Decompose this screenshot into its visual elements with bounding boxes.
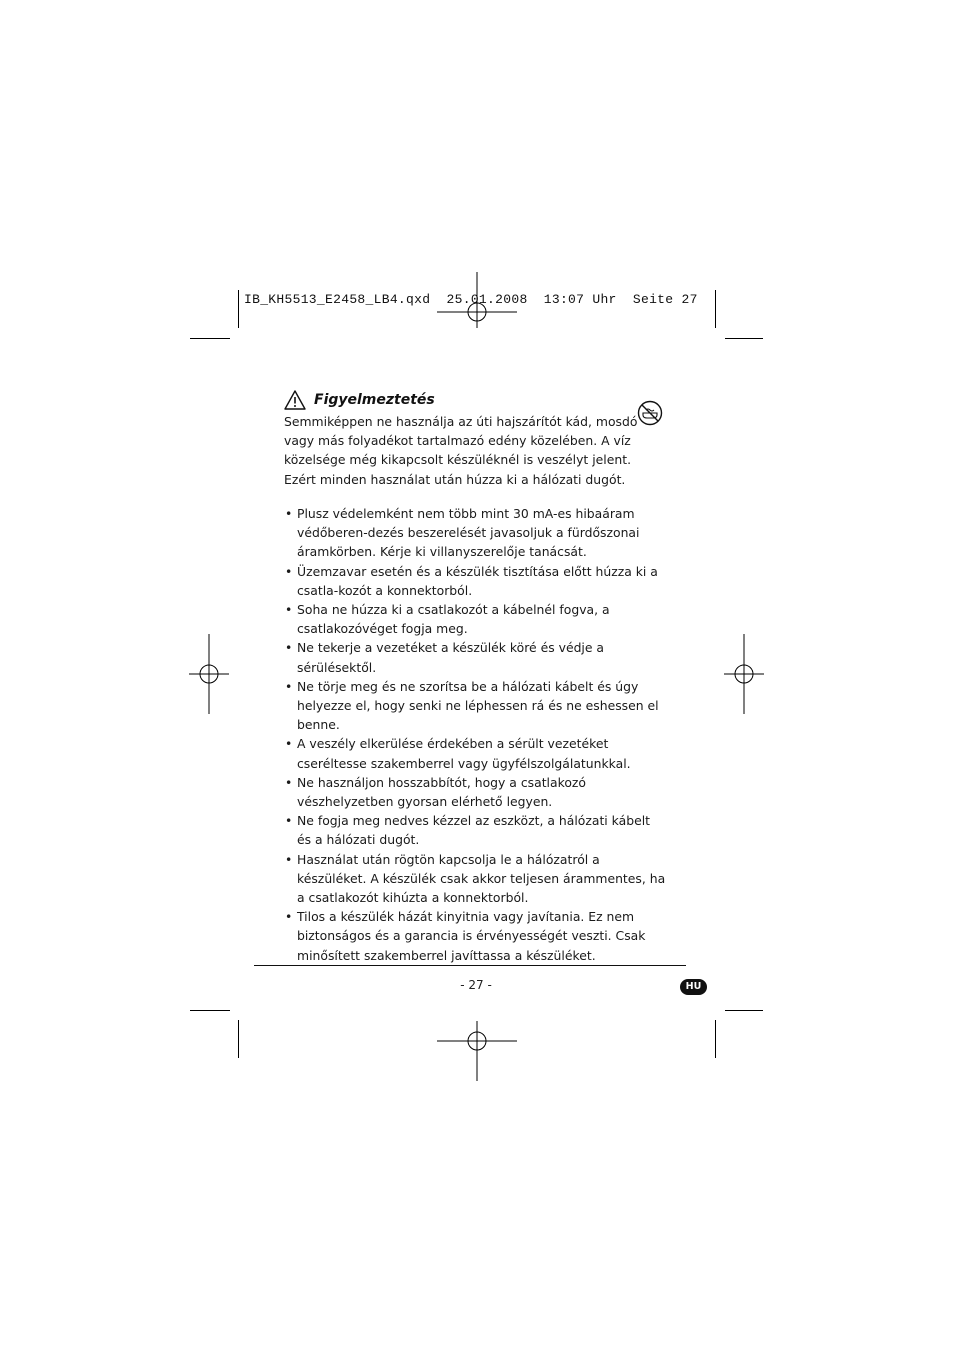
crop-mark <box>725 1010 763 1011</box>
registration-mark-icon <box>437 272 517 352</box>
crop-mark <box>715 290 716 328</box>
warning-intro: Semmiképpen ne használja az úti hajszárítót kád, mosdó vagy más folyadékot tartalmazó edény közelében. A víz közelsége még kikapcsolt készüléknél is veszélyt jelent. Ezért minden használat után húzza ki a hálózati dugót. <box>284 414 638 487</box>
footer-rule <box>254 965 686 966</box>
list-item: • Tilos a készülék házát kinyitnia vagy javítania. Ez nem biztonságos és a garancia is érvényességét veszti. Csak minősített szakemberrel javíttassa a készüléket. <box>284 907 668 965</box>
list-item: • Ne törje meg és ne szorítsa be a hálózati kábelt és úgy helyezze el, hogy senki ne léphessen rá és ne eshessen el benne. <box>284 677 668 735</box>
crop-mark <box>190 338 230 339</box>
list-item: • A veszély elkerülése érdekében a sérült vezetéket cseréltesse szakemberrel vagy ügyfélszolgálatunkkal. <box>284 734 668 772</box>
crop-mark <box>725 338 763 339</box>
print-slug: IB_KH5513_E2458_LB4.qxd 25.01.2008 13:07 Uhr Seite 27 <box>244 292 698 307</box>
list-item: • Ne tekerje a vezetéket a készülék köré és védje a sérülésektől. <box>284 638 668 676</box>
warning-heading <box>284 388 668 412</box>
registration-mark-icon <box>704 634 784 714</box>
warning-triangle-icon <box>284 390 306 410</box>
registration-mark-icon <box>437 1001 517 1081</box>
crop-mark <box>190 1010 230 1011</box>
list-item: • Plusz védelemként nem több mint 30 mA-es hibaáram védőberen-dezés beszerelését javasoljuk a fürdőszonai áramkörben. Kérje ki villanyszerelője tanácsát. <box>284 504 668 562</box>
list-item: • Üzemzavar esetén és a készülék tisztítása előtt húzza ki a csatla-kozót a konnektorból. <box>284 562 668 600</box>
crop-mark <box>238 290 239 328</box>
registration-mark-icon <box>169 634 249 714</box>
language-badge: HU <box>680 979 707 995</box>
page-number: - 27 - <box>460 978 492 992</box>
list-item: • Soha ne húzza ki a csatlakozót a kábelnél fogva, a csatlakozóvéget fogja meg. <box>284 600 668 638</box>
list-item: • Használat után rögtön kapcsolja le a hálózatról a készüléket. A készülék csak akkor teljesen árammentes, ha a csatlakozót kihúzta a konnektorból. <box>284 850 668 908</box>
warning-section <box>284 388 668 963</box>
safety-list <box>284 504 668 965</box>
crop-mark <box>715 1020 716 1058</box>
list-item: • Ne fogja meg nedves kézzel az eszközt, a hálózati kábelt és a hálózati dugót. <box>284 811 668 849</box>
warning-title: Figyelmeztetés <box>314 392 435 408</box>
crop-mark <box>238 1020 239 1058</box>
list-item: • Ne használjon hosszabbítót, hogy a csatlakozó vészhelyzetben gyorsan elérhető legyen. <box>284 773 668 811</box>
no-bathtub-icon <box>637 400 663 426</box>
